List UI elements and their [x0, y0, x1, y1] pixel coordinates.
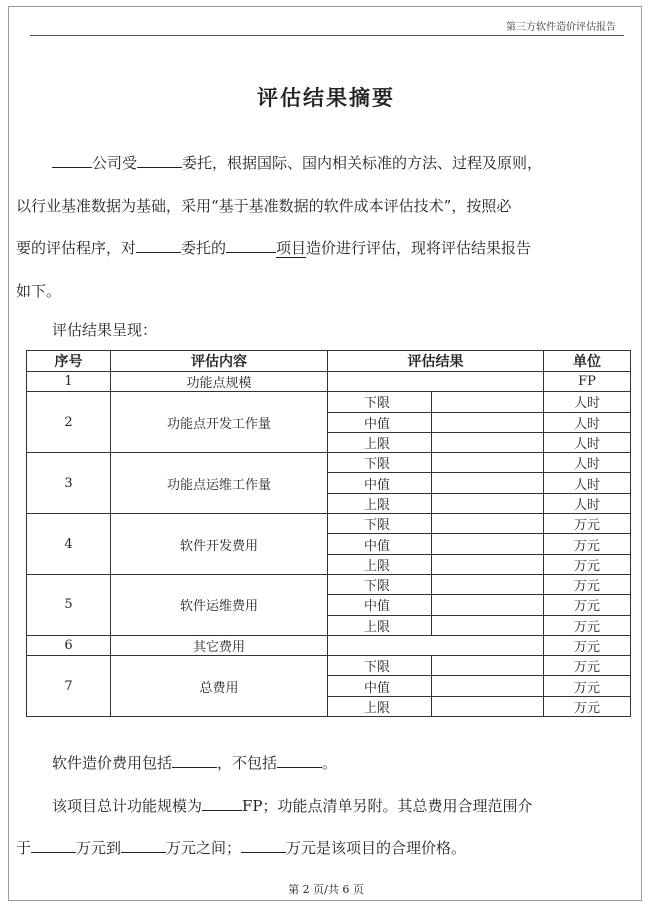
table-row: 中值 人时	[27, 412, 631, 432]
result-cell[interactable]	[432, 392, 544, 412]
summary-line-2: 于 万元到 万元之间； 万元是该项目的合理价格。	[16, 839, 467, 857]
blank-max-cost[interactable]	[121, 838, 166, 853]
result-cell[interactable]	[432, 473, 544, 493]
table-row: 6 其它费用 万元	[27, 635, 631, 655]
header-rule	[30, 35, 624, 36]
blank-project[interactable]	[226, 238, 276, 253]
col-header-content: 评估内容	[111, 351, 328, 372]
table-row: 中值 万元	[27, 595, 631, 615]
table-row: 上限 人时	[27, 493, 631, 513]
page-number: 第 2 页/共 6 页	[288, 883, 364, 896]
result-cell[interactable]	[432, 676, 544, 696]
result-cell[interactable]	[432, 554, 544, 574]
result-cell[interactable]	[328, 372, 544, 392]
table-row: 5 软件运维费用 下限 万元	[27, 574, 631, 594]
table-row: 1 功能点规模 FP	[27, 372, 631, 392]
result-cell[interactable]	[432, 534, 544, 554]
blank-company[interactable]	[52, 153, 92, 168]
blank-min-cost[interactable]	[31, 838, 76, 853]
result-cell[interactable]	[432, 453, 544, 473]
table-row: 中值 万元	[27, 676, 631, 696]
presentation-label: 评估结果呈现：	[52, 321, 158, 339]
table-row: 3 功能点运维工作量 下限 人时	[27, 453, 631, 473]
result-cell[interactable]	[432, 656, 544, 676]
page-title: 评估结果摘要	[257, 85, 395, 110]
table-row: 上限 万元	[27, 554, 631, 574]
summary-line-1: 该项目总计功能规模为 FP；功能点清单另附。其总费用合理范围介	[52, 797, 533, 815]
result-cell[interactable]	[432, 595, 544, 615]
result-cell[interactable]	[432, 574, 544, 594]
table-row: 中值 万元	[27, 534, 631, 554]
table-row: 上限 万元	[27, 696, 631, 716]
col-header-unit: 单位	[544, 351, 631, 372]
table-row: 4 软件开发费用 下限 万元	[27, 514, 631, 534]
result-cell[interactable]	[432, 412, 544, 432]
intro-line-4: 如下。	[16, 282, 62, 300]
result-cell[interactable]	[432, 432, 544, 452]
blank-principal[interactable]	[136, 238, 181, 253]
table-row: 2 功能点开发工作量 下限 人时	[27, 392, 631, 412]
intro-line-1: 公司受 委托，根据国际、国内相关标准的方法、过程及原则，	[16, 153, 638, 173]
result-cell[interactable]	[432, 615, 544, 635]
intro-line-3: 要的评估程序，对 委托的 项目造价进行评估，现将评估结果报告	[16, 239, 532, 257]
table-row: 上限 万元	[27, 615, 631, 635]
blank-client[interactable]	[137, 153, 182, 168]
cost-scope-line: 软件造价费用包括 ，不包括 。	[52, 754, 338, 772]
blank-included[interactable]	[172, 753, 217, 768]
blank-excluded[interactable]	[277, 753, 322, 768]
result-cell[interactable]	[432, 696, 544, 716]
col-header-result: 评估结果	[328, 351, 544, 372]
intro-line-2: 以行业基准数据为基础，采用“基于基准数据的软件成本评估技术”，按照必	[16, 197, 512, 215]
col-header-no: 序号	[27, 351, 111, 372]
running-header: 第三方软件造价评估报告	[506, 22, 616, 33]
table-row: 中值 人时	[27, 473, 631, 493]
blank-fp-size[interactable]	[202, 796, 242, 811]
result-cell[interactable]	[432, 514, 544, 534]
evaluation-result-table	[26, 350, 631, 717]
table-row: 7 总费用 下限 万元	[27, 656, 631, 676]
table-header-row	[27, 351, 631, 372]
result-cell[interactable]	[432, 493, 544, 513]
blank-reasonable-price[interactable]	[241, 838, 286, 853]
result-cell[interactable]	[328, 635, 544, 655]
table-row: 上限 人时	[27, 432, 631, 452]
